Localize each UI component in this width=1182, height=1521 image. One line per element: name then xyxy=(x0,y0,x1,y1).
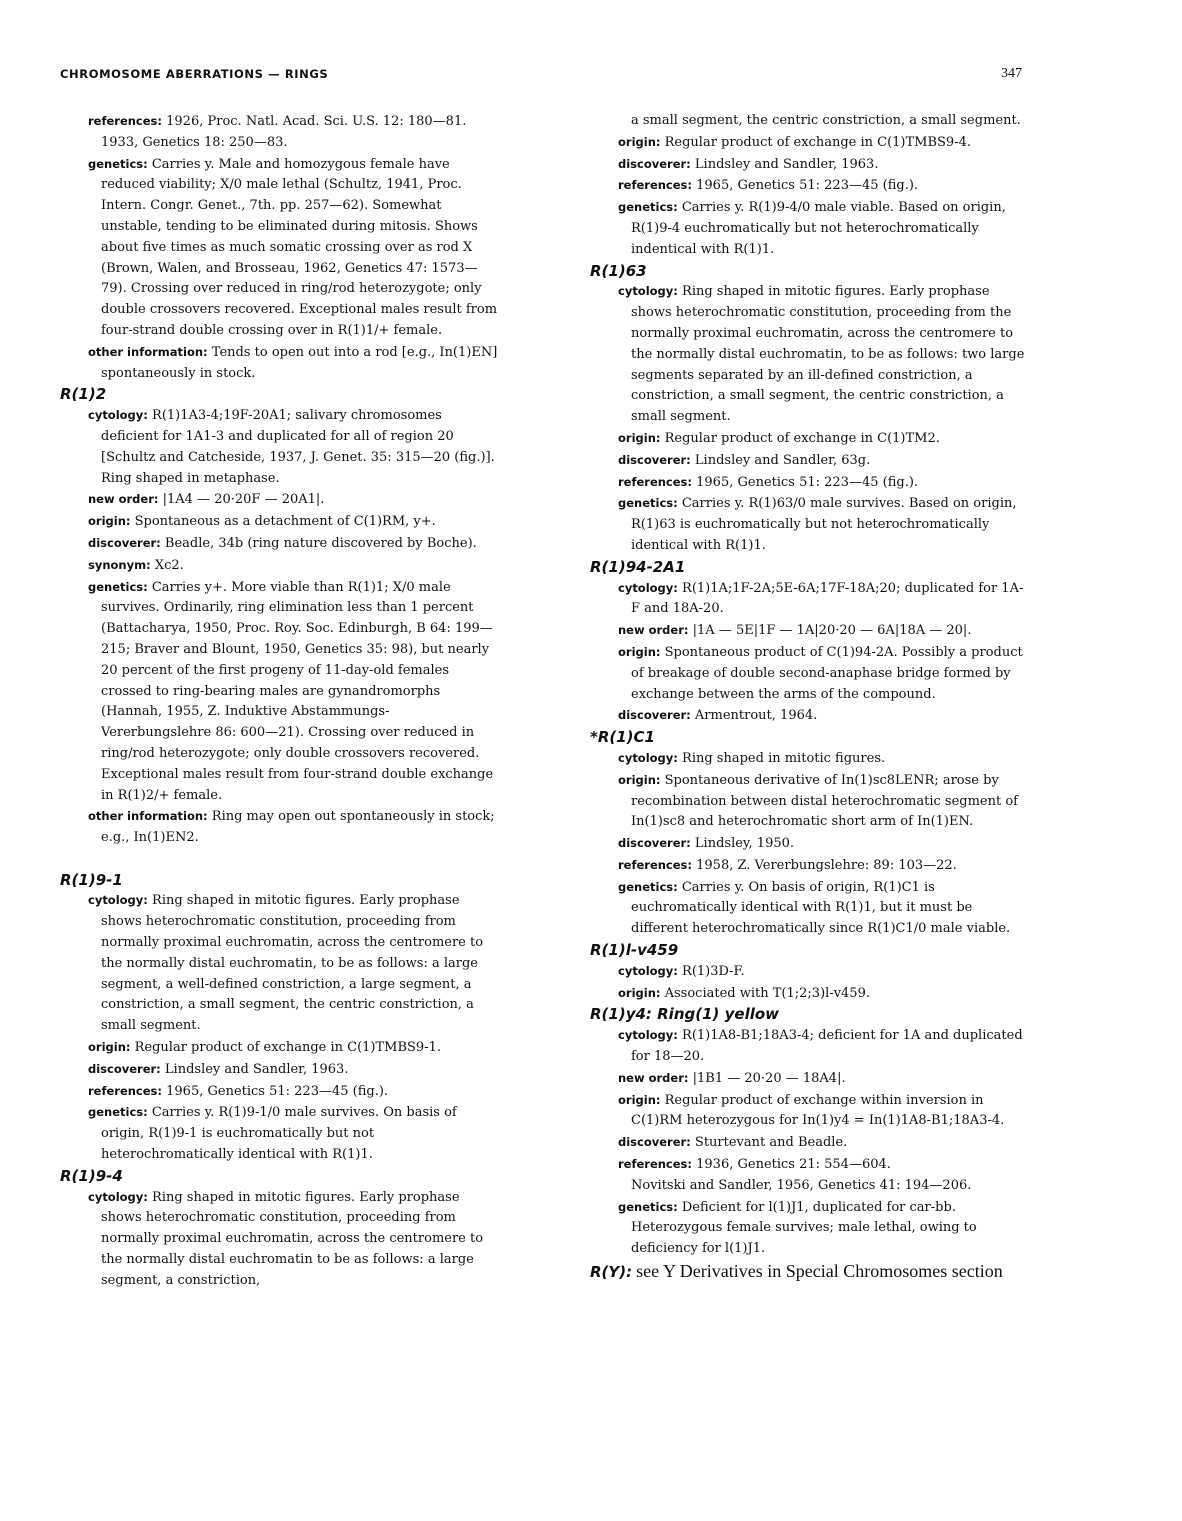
field-cytology: cytology: R(1)3D-F. xyxy=(618,963,745,979)
left-column xyxy=(60,111,500,1292)
field-cytology: cytology: Ring shaped in mitotic figures. Early prophase shows heterochromatic constitution, proceeding from normally proximal euchromatin, across the centromere to the normally distal euchromatin, to be as follows: a large segment, a well-defined constriction, a large segment, a constriction, a small segment, the centric constriction, a small segment. xyxy=(88,893,484,1034)
field-origin: origin: Regular product of exchange within inversion in C(1)RM heterozygous for In(1)y4 = In(1)1A8-B1;18A3-4. xyxy=(618,1092,1005,1129)
field-reference-cont: 1933, Genetics 18: 250—83. xyxy=(101,134,288,150)
field-discoverer: discoverer: Armentrout, 1964. xyxy=(618,708,818,724)
field-discoverer: discoverer: Beadle, 34b (ring nature discovered by Boche). xyxy=(88,535,477,551)
entry-title: R(1)94-2A1 xyxy=(590,557,686,576)
page-number: 347 xyxy=(1001,66,1022,81)
field-cytology-cont: a small segment, the centric constriction, a small segment. xyxy=(631,113,1021,128)
field-discoverer: discoverer: Lindsley and Sandler, 1963. xyxy=(618,156,879,172)
entry-title: *R(1)C1 xyxy=(590,728,655,747)
field-origin: origin: Regular product of exchange in C(1)TMBS9-1. xyxy=(88,1040,442,1056)
field-discoverer: discoverer: Sturtevant and Beadle. xyxy=(618,1135,848,1151)
field-other-information: other information: Tends to open out into a rod [e.g., In(1)EN] spontaneously in stock. xyxy=(88,344,498,381)
see-also-text: see Y Derivatives in Special Chromosomes section xyxy=(636,1261,1003,1282)
field-origin: origin: Spontaneous derivative of In(1)sc8LENR; arose by recombination between distal heterochromatic segment of In(1)sc8 and heterochromatic short arm of In(1)EN. xyxy=(618,772,1018,830)
field-references: references: 1965, Genetics 51: 223—45 (fig.). xyxy=(618,474,919,490)
entry-r1-9-1 xyxy=(60,870,500,1166)
field-discoverer: discoverer: Lindsley and Sandler, 63g. xyxy=(618,452,871,468)
field-cytology: cytology: R(1)1A3-4;19F-20A1; salivary chromosomes deficient for 1A1-3 and duplicated for all of region 20 [Schultz and Catcheside, 1937, J. Genet. 35: 315—20 (fig.)]. Ring shaped in metaphase. xyxy=(88,408,495,486)
field-references: references: 1936, Genetics 21: 554—604. xyxy=(618,1157,891,1173)
field-genetics: genetics: Carries y+. More viable than R(1)1; X/0 male survives. Ordinarily, ring elimination less than 1 percent (Battacharya, 1950, Proc. Roy. Soc. Edinburgh, B 64: 199—215; Braver and Blount, 1950, Genetics 35: 98), but nearly 20 percent of the first progeny of 11-day-old females crossed to ring-bearing males are gynandromorphs (Hannah, 1955, Z. Induktive Abstammungs- Vererbungslehre 86: 600—21). Crossing over reduced in ring/rod heterozygote; only double crossovers recovered. Exceptional males result from four-strand double exchange in R(1)2/+ female. xyxy=(88,579,494,803)
entry-title: R(1)63 xyxy=(590,261,647,280)
continued-entry-r1-9-4 xyxy=(590,111,1030,261)
right-column xyxy=(590,111,1030,1283)
field-cytology: cytology: R(1)1A;1F-2A;5E-6A;17F-18A;20; duplicated for 1A-F and 18A-20. xyxy=(618,580,1024,617)
field-references: references: 1965, Genetics 51: 223—45 (fig.). xyxy=(618,178,919,194)
entry-r1-2 xyxy=(60,384,500,849)
field-origin: origin: Associated with T(1;2;3)l-v459. xyxy=(618,985,870,1001)
entry-title: R(1)2 xyxy=(60,385,107,404)
field-cytology: cytology: Ring shaped in mitotic figures. xyxy=(618,750,886,766)
field-cytology: cytology: Ring shaped in mitotic figures. Early prophase shows heterochromatic constitution, proceeding from the normally proximal euchromatin, across the centromere to the normally distal euchromatin, to be as follows: two large segments separated by an ill-defined constriction, a constriction, a small segment, the centric constriction, a small segment. xyxy=(618,284,1025,425)
entry-r1-l-v459 xyxy=(590,940,1030,1004)
running-header xyxy=(60,67,1022,87)
entry-see-also xyxy=(590,1260,1030,1283)
field-origin: origin: Regular product of exchange in C(1)TMBS9-4. xyxy=(618,134,972,150)
entry-title: R(Y): xyxy=(590,1263,633,1282)
entry-title: R(1)l-v459 xyxy=(590,941,679,960)
field-references: references: 1958, Z. Vererbungslehre: 89: 103—22. xyxy=(618,857,957,873)
entry-title: R(1)9-4 xyxy=(60,1166,123,1185)
spacer xyxy=(60,849,500,870)
entry-r1-9-4 xyxy=(60,1166,500,1292)
entry-r1-94-2a1 xyxy=(590,557,1030,727)
entry-r1-c1 xyxy=(590,727,1030,940)
field-other-information: other information: Ring may open out spontaneously in stock; e.g., In(1)EN2. xyxy=(88,809,495,846)
field-references: references: 1926, Proc. Natl. Acad. Sci. U.S. 12: 180—81. xyxy=(88,114,467,129)
field-reference-cont: Novitski and Sandler, 1956, Genetics 41: 194—206. xyxy=(631,1177,972,1193)
field-new-order: new order: |1A4 — 20·20F — 20A1|. xyxy=(88,492,325,508)
field-new-order: new order: |1A — 5E|1F — 1A|20·20 — 6A|18A — 20|. xyxy=(618,623,972,639)
entry-title: R(1)y4: Ring(1) yellow xyxy=(590,1005,780,1024)
field-genetics: genetics: Carries y. R(1)9-1/0 male survives. On basis of origin, R(1)9-1 is euchromatically but not heterochromatically identical with R(1)1. xyxy=(88,1105,457,1163)
field-origin: origin: Spontaneous as a detachment of C(1)RM, y+. xyxy=(88,514,436,530)
field-genetics: genetics: Carries y. R(1)63/0 male survives. Based on origin, R(1)63 is euchromatically but not heterochromatically identical with R(1)1. xyxy=(618,496,1017,553)
field-cytology: cytology: Ring shaped in mitotic figures. Early prophase shows heterochromatic constitution, proceeding from normally proximal euchromatin, across the centromere to the normally distal euchromatin to be as follows: a large segment, a constriction, xyxy=(88,1189,484,1288)
field-synonym: synonym: Xc2. xyxy=(88,557,184,573)
field-new-order: new order: |1B1 — 20·20 — 18A4|. xyxy=(618,1070,846,1086)
field-discoverer: discoverer: Lindsley, 1950. xyxy=(618,836,795,852)
field-genetics: genetics: Carries y. R(1)9-4/0 male viable. Based on origin, R(1)9-4 euchromatically but not heterochromatically indentical with R(1)1. xyxy=(618,200,1006,257)
entry-r1-y4 xyxy=(590,1004,1030,1260)
entry-r1-63 xyxy=(590,261,1030,557)
field-origin: origin: Regular product of exchange in C(1)TM2. xyxy=(618,430,940,446)
entry-title: R(1)9-1 xyxy=(60,870,123,889)
field-cytology: cytology: R(1)1A8-B1;18A3-4; deficient for 1A and duplicated for 18—20. xyxy=(618,1028,1023,1065)
field-genetics: genetics: Carries y. On basis of origin, R(1)C1 is euchromatically identical with R(1)1, but it must be different heterochromatically since R(1)C1/0 male viable. xyxy=(618,879,1011,937)
field-references: references: 1965, Genetics 51: 223—45 (fig.). xyxy=(88,1083,389,1099)
field-origin: origin: Spontaneous product of C(1)94-2A. Possibly a product of breakage of double second-anaphase bridge formed by exchange between the arms of the compound. xyxy=(618,644,1023,702)
section-title: CHROMOSOME ABERRATIONS — RINGS xyxy=(60,67,329,81)
continued-entry xyxy=(60,111,500,384)
field-discoverer: discoverer: Lindsley and Sandler, 1963. xyxy=(88,1061,349,1077)
field-genetics: genetics: Deficient for l(1)J1, duplicated for car-bb. Heterozygous female survives; male lethal, owing to deficiency for l(1)J1. xyxy=(618,1199,977,1257)
field-genetics: genetics: Carries y. Male and homozygous female have reduced viability; X/0 male lethal (Schultz, 1941, Proc. Intern. Congr. Genet., 7th. pp. 257—62). Somewhat unstable, tending to be eliminated during mitosis. Shows about five times as much somatic crossing over as rod X (Brown, Walen, and Brosseau, 1962, Genetics 47: 1573—79). Crossing over reduced in ring/rod heterozygote; only double crossovers recovered. Exceptional males result from four-strand double crossing over in R(1)1/+ female. xyxy=(88,156,498,338)
